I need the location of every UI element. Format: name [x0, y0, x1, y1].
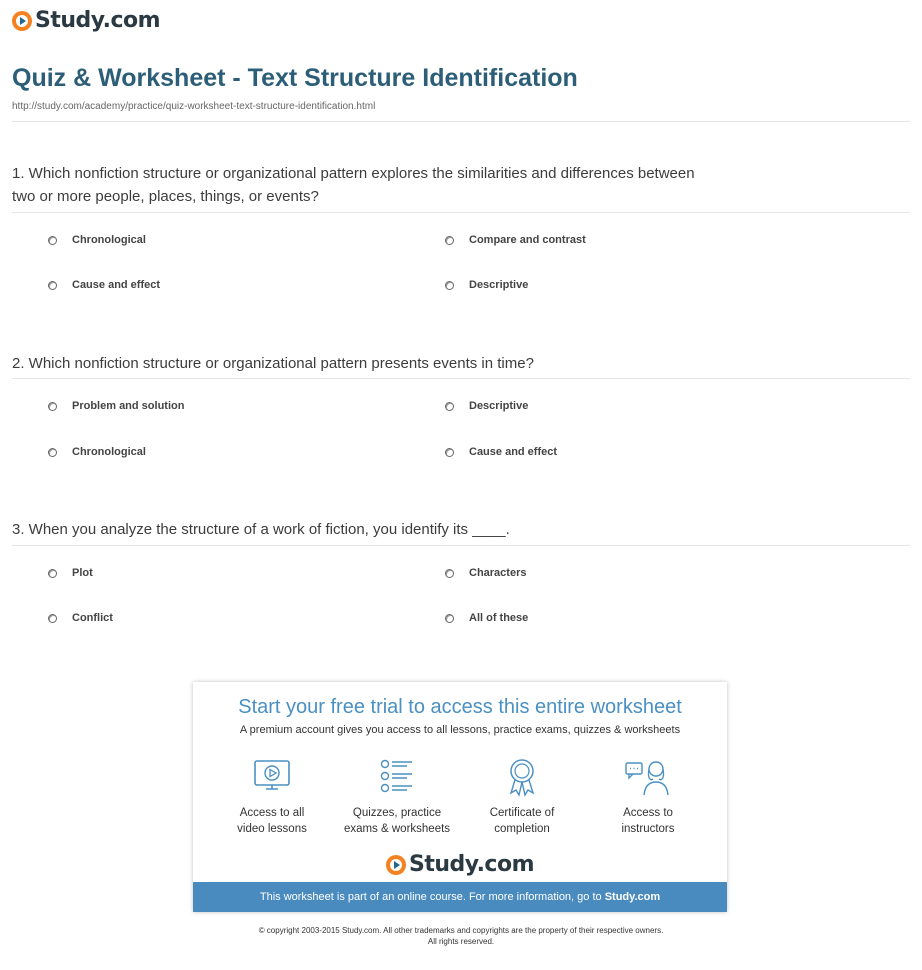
copyright-text: © copyright 2003-2015 Study.com. All other trademarks and copyrights are the property of their respective owners.	[258, 926, 664, 935]
q3-option-b[interactable]	[445, 567, 526, 579]
radio-button[interactable]	[48, 402, 57, 411]
radio-button[interactable]	[48, 614, 57, 623]
option-label: Descriptive	[469, 279, 529, 291]
study-logo-text: Study.com	[35, 8, 161, 33]
study-logo[interactable]	[12, 8, 160, 33]
feature-quizzes	[342, 757, 452, 837]
radio-button[interactable]	[445, 614, 454, 623]
option-label: Problem and solution	[72, 400, 185, 412]
feature-label: completion	[494, 823, 550, 835]
feature-label: video lessons	[237, 823, 307, 835]
q3-option-d[interactable]	[445, 612, 528, 624]
q2-option-d[interactable]	[445, 446, 557, 458]
option-label: Chronological	[72, 234, 146, 246]
q2-option-c[interactable]	[48, 446, 146, 458]
copyright-rights: All rights reserved.	[427, 937, 495, 946]
promo-title: Start your free trial to access this entire worksheet	[238, 696, 682, 718]
feature-label: exams & worksheets	[343, 823, 451, 835]
divider	[12, 121, 910, 122]
radio-button[interactable]	[445, 569, 454, 578]
feature-video-lessons	[217, 757, 327, 837]
feature-label: Certificate of	[489, 807, 555, 819]
divider	[12, 378, 910, 379]
study-logo-icon	[386, 855, 406, 875]
feature-label: Access to all	[239, 807, 305, 819]
option-label: Conflict	[72, 612, 113, 624]
q1-option-a[interactable]	[48, 234, 146, 246]
feature-label: Access to	[623, 807, 673, 819]
radio-button[interactable]	[445, 236, 454, 245]
feature-certificate	[467, 757, 577, 837]
promo-study-logo[interactable]	[193, 852, 727, 877]
quiz-list-icon	[377, 757, 417, 797]
q3-option-c[interactable]	[48, 612, 113, 624]
study-logo-icon	[12, 11, 32, 31]
instructor-icon	[623, 757, 673, 797]
question-1: 1. Which nonfiction structure or organizational pattern explores the similarities and differences between two or more people, places, things, or events?	[12, 165, 695, 205]
radio-button[interactable]	[445, 448, 454, 457]
feature-label: instructors	[621, 823, 675, 835]
q3-option-a[interactable]	[48, 567, 93, 579]
question-2: 2. Which nonfiction structure or organizational pattern presents events in time?	[12, 355, 534, 372]
option-label: Cause and effect	[469, 446, 558, 458]
radio-button[interactable]	[445, 402, 454, 411]
copyright-footer	[0, 925, 922, 947]
option-label: All of these	[469, 612, 529, 624]
option-label: Chronological	[72, 446, 146, 458]
free-trial-promo[interactable]	[193, 682, 727, 912]
q2-option-a[interactable]	[48, 400, 184, 412]
promo-bar-text: This worksheet is part of an online course. For more information, go to	[259, 891, 602, 903]
page-url: http://study.com/academy/practice/quiz-worksheet-text-structure-identification.html	[12, 101, 376, 112]
certificate-icon	[502, 757, 542, 797]
q2-option-b[interactable]	[445, 400, 528, 412]
option-label: Descriptive	[469, 400, 529, 412]
feature-instructors	[593, 757, 703, 837]
divider	[12, 545, 910, 546]
radio-button[interactable]	[48, 448, 57, 457]
divider	[12, 212, 910, 213]
promo-subtitle: A premium account gives you access to all lessons, practice exams, quizzes & worksheets	[239, 724, 681, 736]
promo-info-bar	[193, 882, 727, 912]
study-logo-text: Study.com	[408, 852, 535, 877]
radio-button[interactable]	[445, 281, 454, 290]
page-title: Quiz & Worksheet - Text Structure Identification	[12, 64, 578, 92]
radio-button[interactable]	[48, 569, 57, 578]
option-label: Cause and effect	[72, 279, 161, 291]
radio-button[interactable]	[48, 236, 57, 245]
radio-button[interactable]	[48, 281, 57, 290]
video-lesson-icon	[252, 757, 292, 797]
option-label: Compare and contrast	[469, 234, 586, 246]
study-link[interactable]: Study.com	[604, 891, 661, 903]
q1-option-d[interactable]	[445, 279, 528, 291]
option-label: Plot	[72, 567, 93, 579]
q1-option-b[interactable]	[445, 234, 586, 246]
question-3: 3. When you analyze the structure of a work of fiction, you identify its ____.	[12, 521, 510, 538]
option-label: Characters	[469, 567, 527, 579]
feature-label: Quizzes, practice	[352, 807, 442, 819]
q1-option-c[interactable]	[48, 279, 160, 291]
